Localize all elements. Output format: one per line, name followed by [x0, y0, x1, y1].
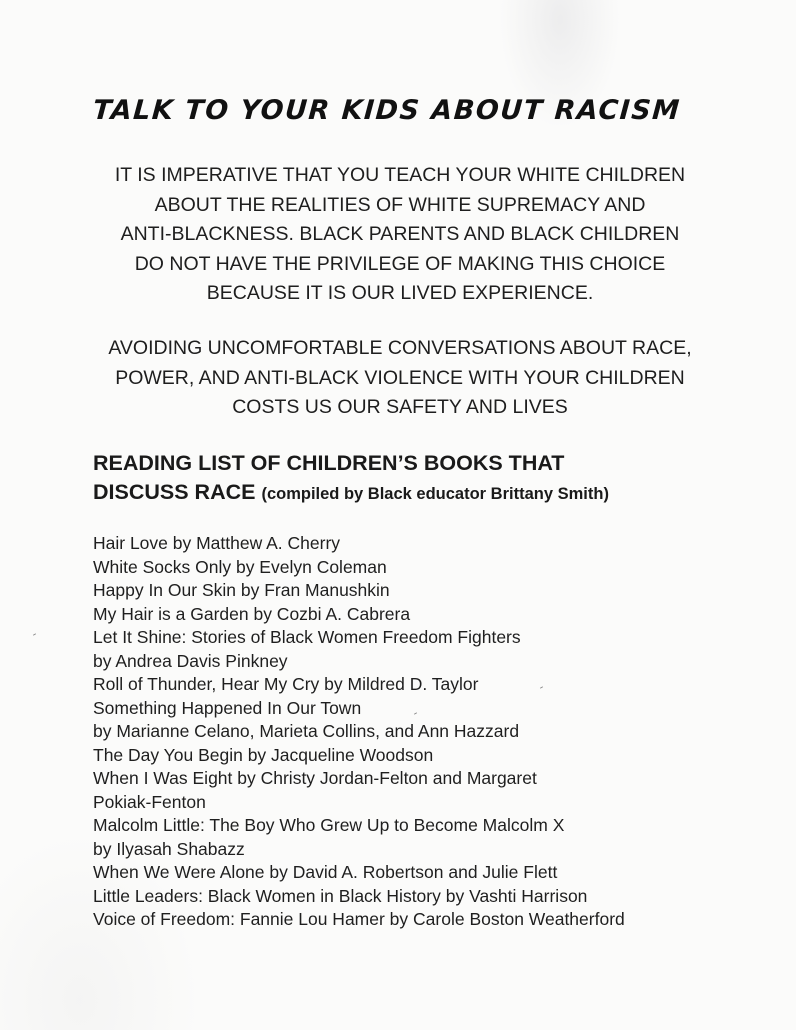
book-list-item: Hair Love by Matthew A. Cherry: [93, 533, 341, 553]
reading-list-heading: [93, 449, 609, 509]
paragraph-line: POWER, AND ANTI-BLACK VIOLENCE WITH YOUR CHILDREN: [115, 366, 685, 389]
book-list-item: When I Was Eight by Christy Jordan-Felton and Margaret: [93, 768, 537, 788]
book-list-item: Little Leaders: Black Women in Black History by Vashti Harrison: [93, 885, 588, 906]
book-list-item: Something Happened In Our Town: [93, 697, 362, 718]
reading-list-heading-text: DISCUSS RACE: [93, 480, 256, 504]
paragraph-line: IT IS IMPERATIVE THAT YOU TEACH YOUR WHITE CHILDREN: [114, 164, 686, 186]
reading-list-heading-line: [93, 478, 609, 509]
paragraph-line: DO NOT HAVE THE PRIVILEGE OF MAKING THIS CHOICE: [134, 252, 666, 275]
book-list-item: by Marianne Celano, Marieta Collins, and Ann Hazzard: [93, 721, 520, 741]
book-list-item: Malcolm Little: The Boy Who Grew Up to Become Malcolm X: [93, 815, 565, 835]
book-list-item: Roll of Thunder, Hear My Cry by Mildred D. Taylor: [93, 674, 479, 694]
book-list-item: Happy In Our Skin by Fran Manushkin: [93, 580, 390, 600]
book-list-item: Let It Shine: Stories of Black Women Freedom Fighters: [93, 627, 521, 647]
book-list-item: by Ilyasah Shabazz: [93, 838, 245, 859]
book-list-item: Pokiak-Fenton: [93, 791, 206, 812]
book-list-item: The Day You Begin by Jacqueline Woodson: [93, 744, 434, 765]
avoiding-paragraph: [60, 334, 740, 423]
book-list-item: When We Were Alone by David A. Robertson and Julie Flett: [93, 862, 558, 882]
reading-list-heading-line: READING LIST OF CHILDREN’S BOOKS THAT: [93, 451, 565, 475]
book-list-item: by Andrea Davis Pinkney: [93, 650, 288, 671]
book-list-item: My Hair is a Garden by Cozbi A. Cabrera: [93, 603, 411, 624]
imperative-paragraph: [60, 161, 740, 309]
compiled-by-note: (compiled by Black educator Brittany Smith): [261, 485, 609, 503]
book-list-item: Voice of Freedom: Fannie Lou Hamer by Carole Boston Weatherford: [93, 909, 625, 929]
paragraph-line: AVOIDING UNCOMFORTABLE CONVERSATIONS ABOUT RACE,: [108, 337, 692, 359]
paragraph-line: COSTS US OUR SAFETY AND LIVES: [232, 396, 568, 418]
book-list: [93, 532, 625, 932]
page-title: TALK TO YOUR KIDS ABOUT RACISM: [91, 95, 682, 126]
paragraph-line: ABOUT THE REALITIES OF WHITE SUPREMACY AND: [154, 193, 646, 216]
paragraph-line: BECAUSE IT IS OUR LIVED EXPERIENCE.: [206, 282, 594, 304]
book-list-item: White Socks Only by Evelyn Coleman: [93, 556, 387, 577]
paragraph-line: ANTI-BLACKNESS. BLACK PARENTS AND BLACK CHILDREN: [120, 223, 680, 245]
paper-speck: [33, 633, 36, 635]
